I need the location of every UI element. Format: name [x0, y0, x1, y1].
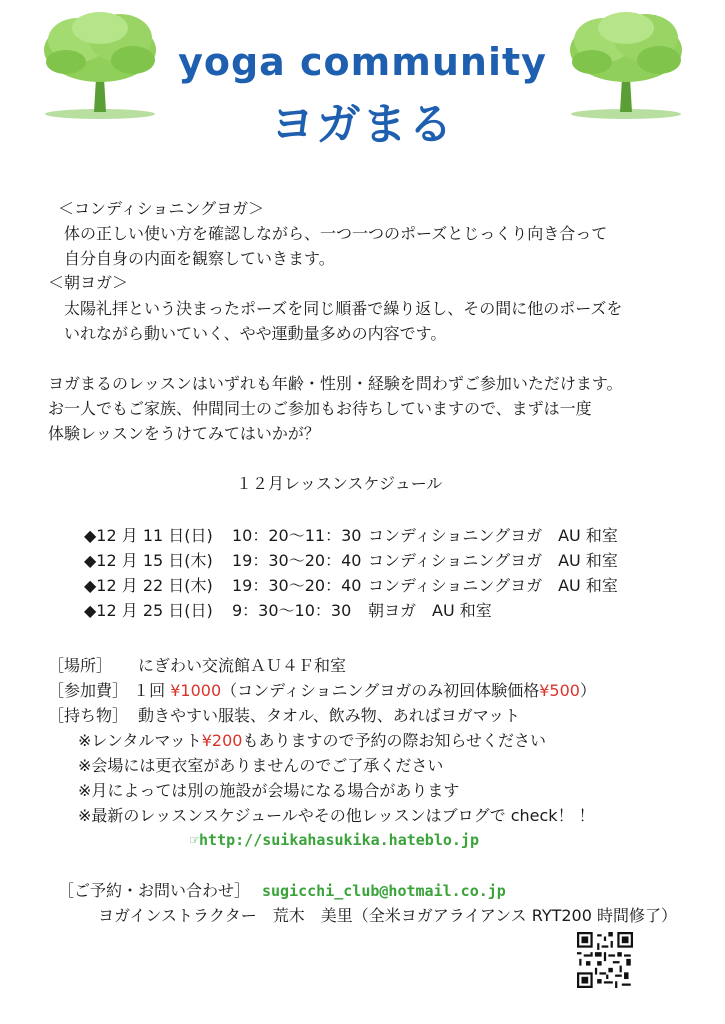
schedule-time: 9：30～10：30 — [232, 601, 352, 620]
note-rental-price: ¥200 — [201, 731, 243, 750]
schedule-class: コンディショニングヨガ AU 和室 — [368, 576, 618, 595]
schedule-class: コンディショニングヨガ AU 和室 — [368, 551, 618, 570]
schedule-date: ◆12 月 11 日(日) — [84, 526, 213, 545]
schedule-date: ◆12 月 25 日(日) — [84, 601, 213, 620]
message-line-2: お一人でもご家族、仲間同士のご参加もお待ちしていますので、まずは一度 — [48, 399, 592, 418]
fee-label: ［参加費］ — [48, 681, 129, 700]
fee-note-before: （コンディショニングヨガのみ初回体験価格 — [221, 681, 540, 700]
morning-line-2: いれながら動いていく、やや運動量多めの内容です。 — [64, 324, 447, 343]
fee-prefix: １回 — [133, 681, 166, 700]
schedule-class: 朝ヨガ AU 和室 — [368, 601, 492, 620]
instructor-info: ヨガインストラクター 荒木 美里（全米ヨガアライアンス RYT200 時間修了） — [98, 906, 677, 925]
note-changing-room: ※会場には更衣室がありませんのでご了承ください — [78, 756, 444, 775]
schedule-time: 10：20～11：30 — [232, 526, 362, 545]
schedule-time: 19：30～20：40 — [232, 551, 362, 570]
items-label: ［持ち物］ — [48, 706, 129, 725]
contact-email[interactable]: sugicchi_club@hotmail.co.jp — [262, 882, 506, 900]
note-rental-text: ※レンタルマット — [78, 731, 202, 750]
place-label: ［場所］ — [48, 656, 113, 675]
schedule-date: ◆12 月 15 日(木) — [84, 551, 213, 570]
schedule-date: ◆12 月 22 日(木) — [84, 576, 213, 595]
message-line-1: ヨガまるのレッスンはいずれも年齢・性別・経験を問わずご参加いただけます。 — [48, 374, 623, 393]
conditioning-line-1: 体の正しい使い方を確認しながら、一つ一つのポーズとじっくり向き合って — [64, 224, 608, 243]
place-value: にぎわい交流館ＡＵ４Ｆ和室 — [138, 656, 347, 675]
fee-row — [48, 680, 596, 702]
title-japanese: ヨガまる — [270, 99, 455, 150]
morning-line-1: 太陽礼拝という決まったポーズを同じ順番で繰り返し、その間に他のポーズを — [64, 299, 623, 318]
message-line-3: 体験レッスンをうけてみてはいかが？ — [48, 424, 320, 443]
schedule-time: 19：30～20：40 — [232, 576, 362, 595]
morning-heading: ＜朝ヨガ＞ — [48, 273, 129, 292]
note-blog: ※最新のレッスンスケジュールやその他レッスンはブログで check！ ！ — [78, 806, 595, 825]
conditioning-heading: ＜コンディショニングヨガ＞ — [58, 199, 265, 218]
schedule-heading: １２月レッスンスケジュール — [236, 474, 443, 493]
note-rental-mat — [78, 730, 546, 752]
schedule-class: コンディショニングヨガ AU 和室 — [368, 526, 618, 545]
note-venue: ※月によっては別の施設が会場になる場合があります — [78, 781, 460, 800]
fee-trial-price: ¥500 — [539, 681, 580, 700]
fee-price: ¥1000 — [170, 681, 222, 700]
contact-label: ［ご予約・お問い合わせ］ — [58, 881, 251, 900]
qr-code[interactable] — [575, 930, 635, 990]
fee-note-after: ） — [579, 681, 596, 700]
title-english: yoga community — [178, 40, 547, 84]
blog-link[interactable]: ☞http://suikahasukika.hateblo.jp — [190, 831, 479, 849]
items-value: 動きやすい服装、タオル、飲み物、あればヨガマット — [138, 706, 521, 725]
conditioning-line-2: 自分自身の内面を観察していきます。 — [64, 249, 335, 268]
note-rental-text-after: もありますので予約の際お知らせください — [242, 731, 546, 750]
